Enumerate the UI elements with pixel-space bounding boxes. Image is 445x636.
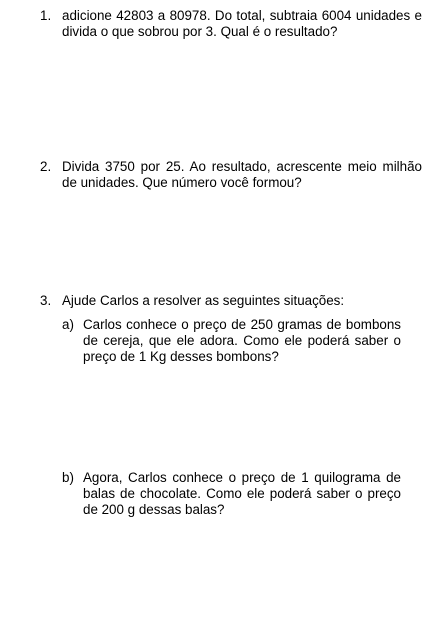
subquestion-text: Agora, Carlos conhece o preço de 1 quilograma de balas de chocolate. Como ele poderá saber o preço de 200 g dessas balas? xyxy=(83,470,401,517)
subquestion-text: Carlos conhece o preço de 250 gramas de bombons de cereja, que ele adora. Como ele poderá saber o preço de 1 Kg desses bombons? xyxy=(83,317,401,364)
subquestion-letter: b) xyxy=(62,470,74,485)
question-text: Ajude Carlos a resolver as seguintes situações: xyxy=(62,293,345,308)
subquestion-letter: a) xyxy=(62,317,74,332)
question-number: 3. xyxy=(40,293,52,308)
question-number: 1. xyxy=(40,8,52,23)
question-text: adicione 42803 a 80978. Do total, subtraia 6004 unidades e divida o que sobrou por 3. Qual é o resultado? xyxy=(62,8,422,39)
question-text: Divida 3750 por 25. Ao resultado, acrescente meio milhão de unidades. Que número você formou? xyxy=(62,159,422,190)
question-number: 2. xyxy=(40,159,52,174)
